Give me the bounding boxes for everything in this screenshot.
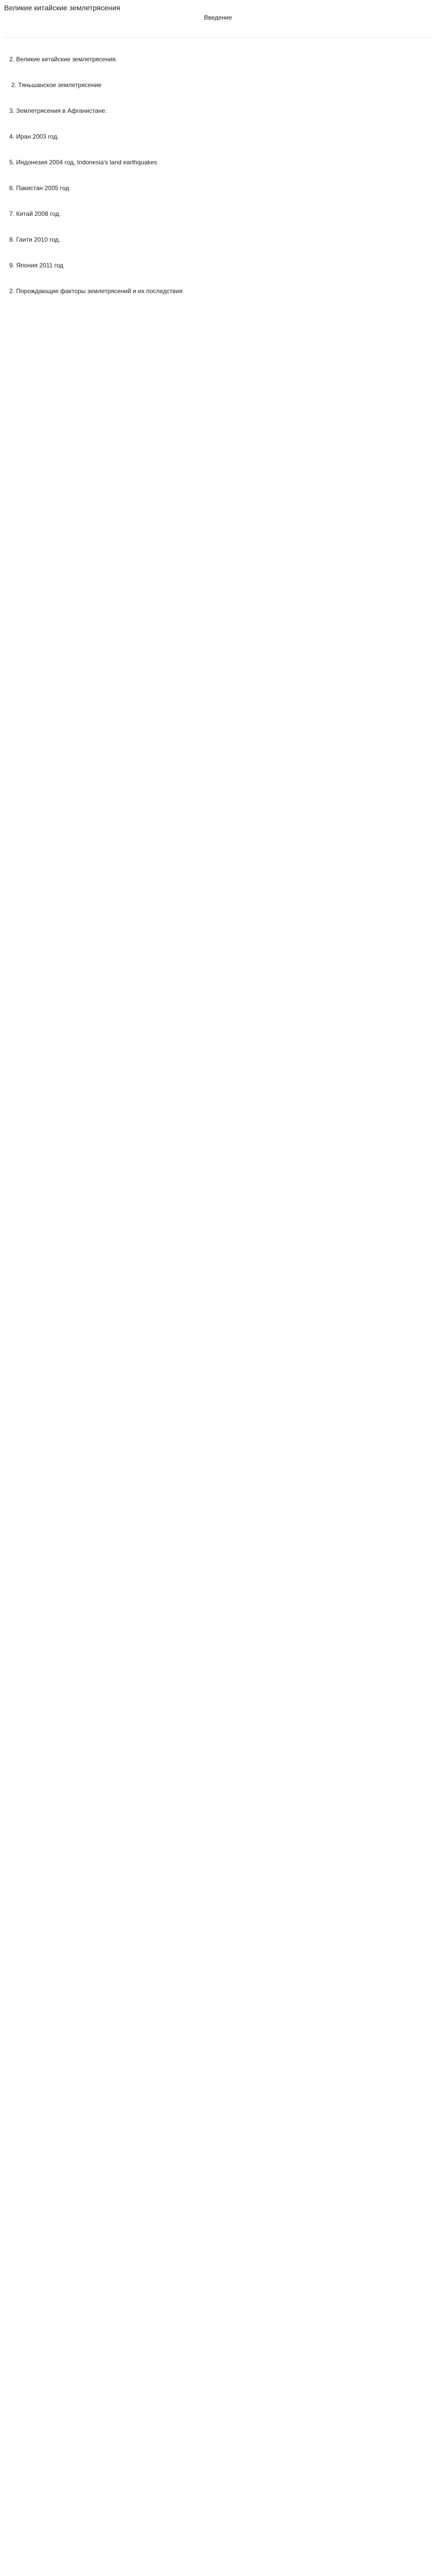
divider xyxy=(4,37,432,38)
section xyxy=(4,287,432,295)
section xyxy=(4,132,432,141)
section xyxy=(4,235,432,244)
section-heading: 4. Иран 2003 год. xyxy=(9,133,59,140)
section-heading: 9. Япония 2011 год xyxy=(9,262,64,269)
section-heading: 3. Землетрясения в Афганистане. xyxy=(9,107,107,114)
section xyxy=(4,158,432,166)
sections-list xyxy=(4,55,432,295)
section xyxy=(4,261,432,269)
section-heading: 2. Порождающие факторы землетрясений и их последствия xyxy=(9,287,183,295)
section-heading: 2. Тяньшанское землетрясение xyxy=(11,81,102,89)
document-page xyxy=(0,0,436,321)
section xyxy=(4,107,432,115)
section-heading: 6. Пакистан 2005 год xyxy=(9,184,69,192)
section-heading: 8. Гаити 2010 год. xyxy=(9,236,60,243)
section-heading: 7. Китай 2008 год. xyxy=(9,210,61,217)
section xyxy=(4,81,432,89)
document-title: Великие китайские землетрясения xyxy=(4,4,120,12)
section-heading: 5. Индонезия 2004 год, Indonesia's land earthquakes xyxy=(9,159,158,166)
section xyxy=(4,210,432,218)
section xyxy=(4,184,432,192)
section-heading: 2. Великие китайские землетрясения. xyxy=(9,56,117,63)
section xyxy=(4,55,432,63)
intro-heading: Введение xyxy=(204,14,232,21)
